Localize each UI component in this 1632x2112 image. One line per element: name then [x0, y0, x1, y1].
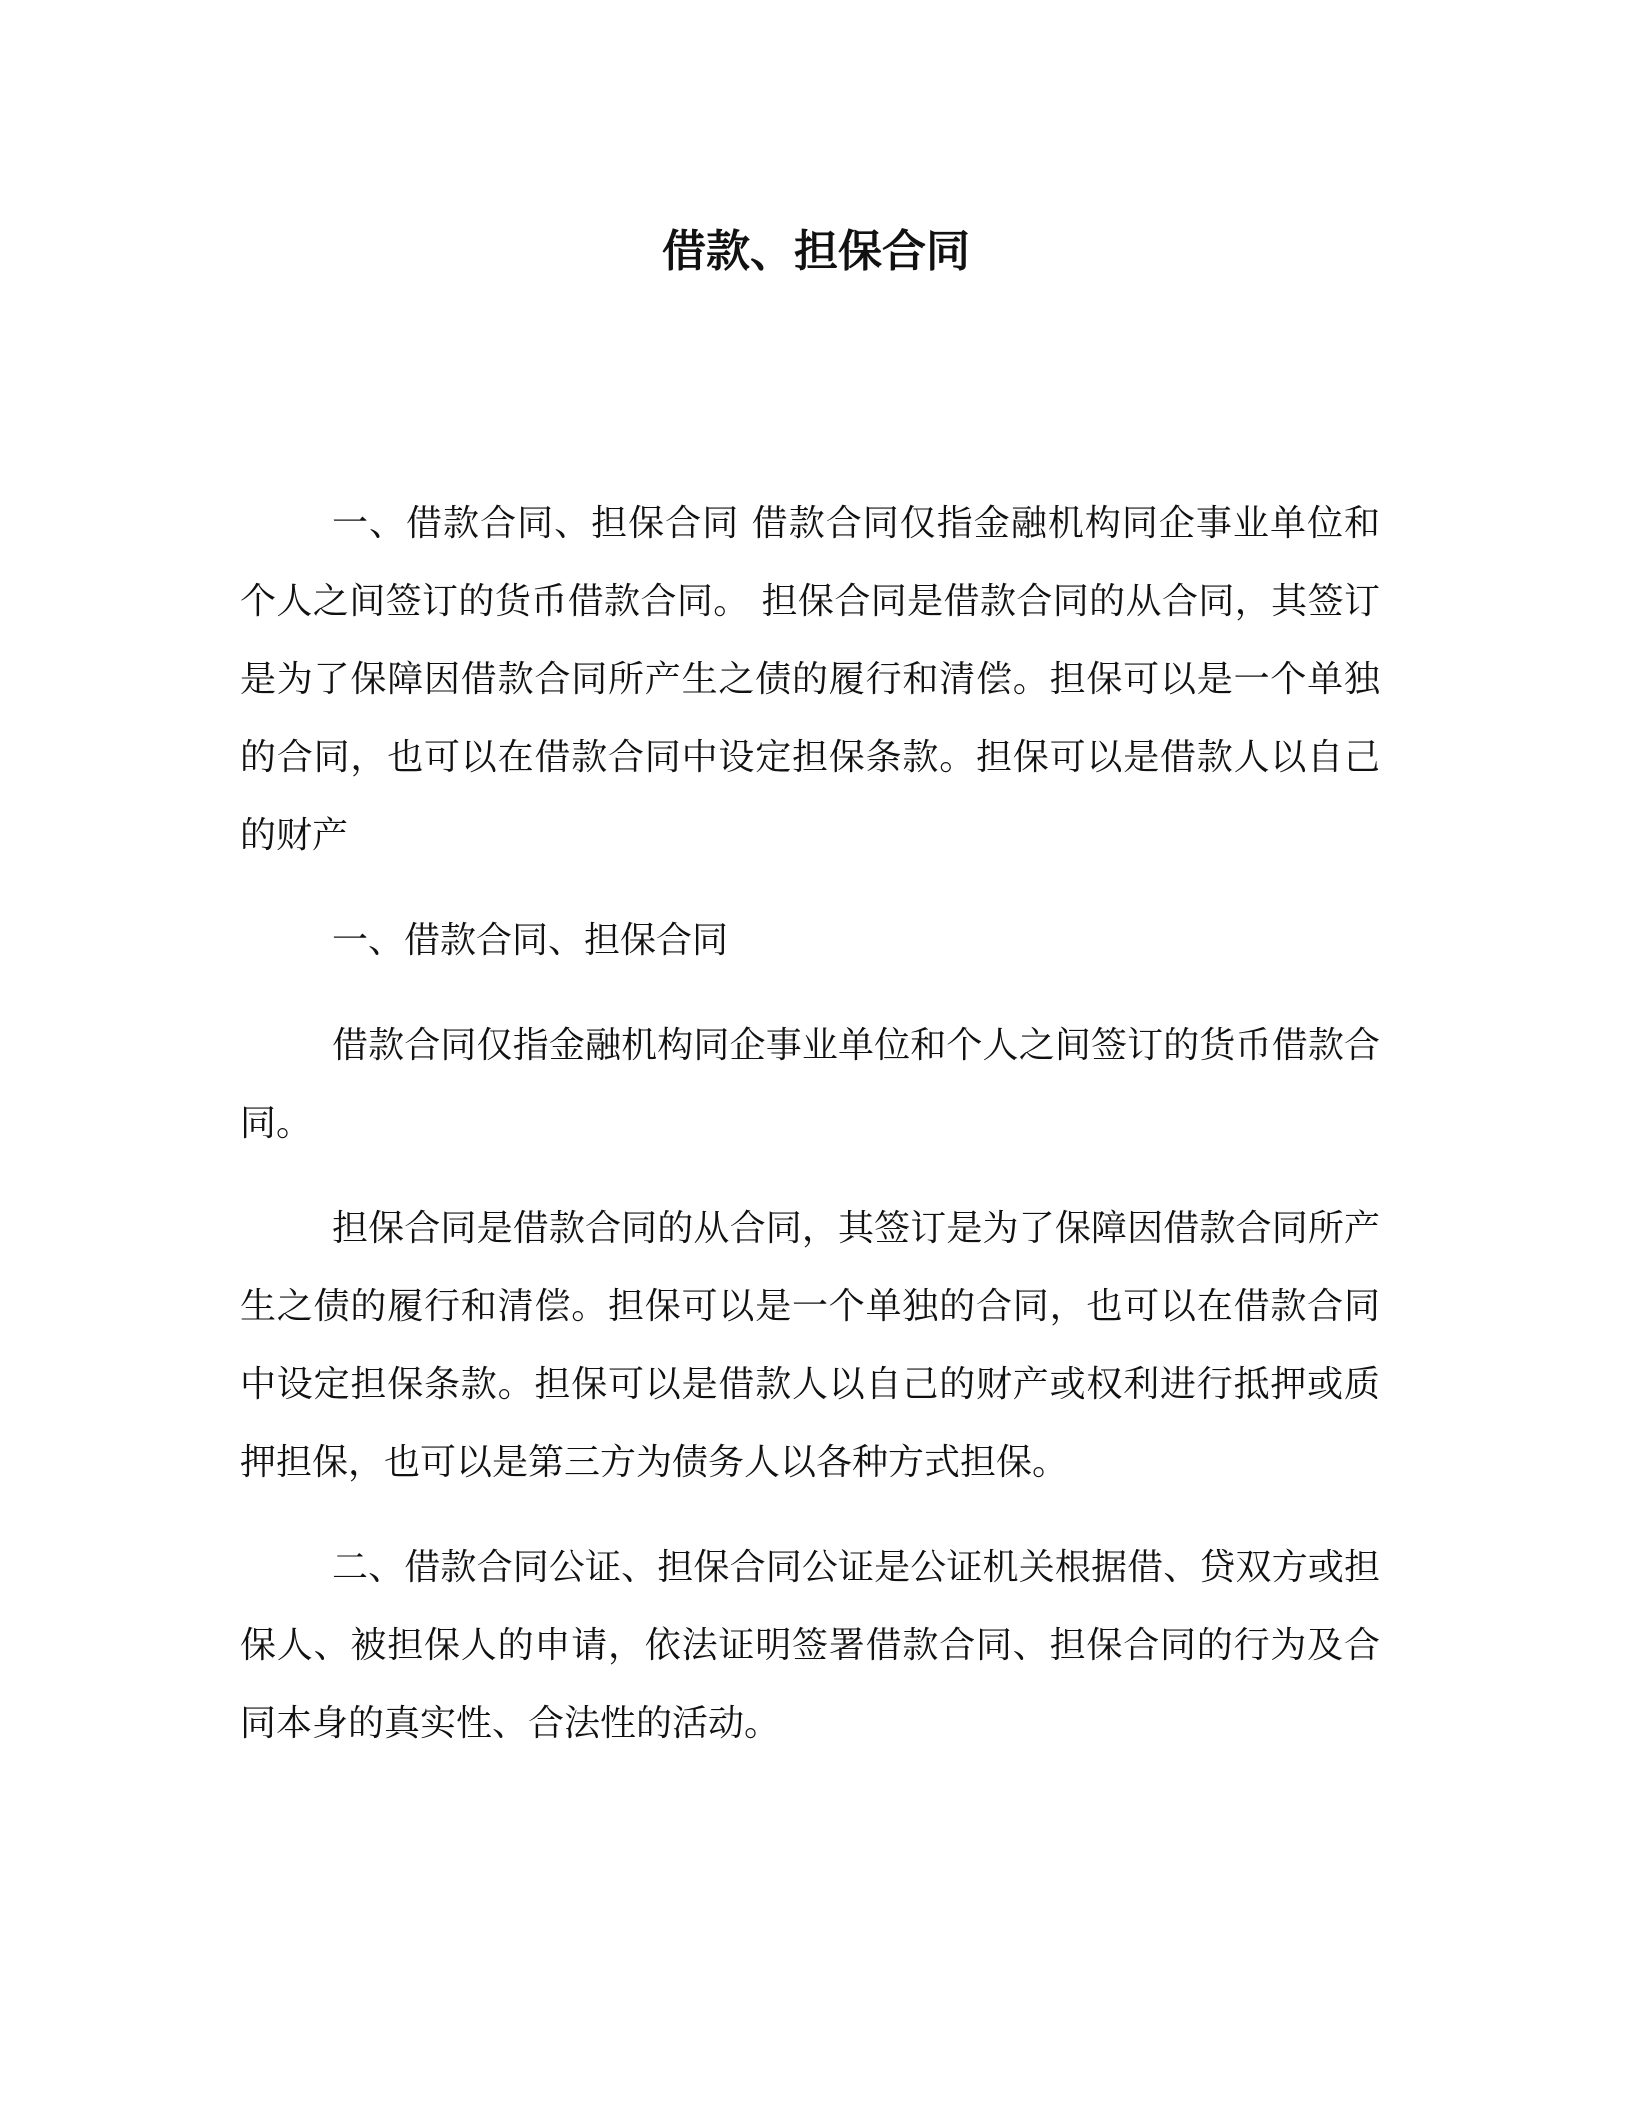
document-title: 借款、担保合同	[662, 226, 970, 277]
paragraph-notarization: 二、借款合同公证、担保合同公证是公证机关根据借、贷双方或担保人、被担保人的申请，依法证明签署借款合同、担保合同的行为及合同本身的真实性、合法性的活动。	[240, 1547, 1380, 1744]
paragraph-loan-contract: 借款合同仅指金融机构同企事业单位和个人之间签订的货币借款合同。	[240, 1025, 1380, 1144]
document-body	[240, 485, 1380, 1790]
paragraph-section-heading: 一、借款合同、担保合同	[332, 920, 729, 961]
paragraph-intro: 一、借款合同、担保合同 借款合同仅指金融机构同企事业单位和个人之间签订的货币借款合同。 担保合同是借款合同的从合同，其签订是为了保障因借款合同所产生之债的履行和清偿。担保可以是一个单独的合同，也可以在借款合同中设定担保条款。担保可以是借款人以自己的财产	[240, 503, 1380, 856]
paragraph-guarantee-contract: 担保合同是借款合同的从合同，其签订是为了保障因借款合同所产生之债的履行和清偿。担保可以是一个单独的合同，也可以在借款合同中设定担保条款。担保可以是借款人以自己的财产或权利进行抵押或质押担保，也可以是第三方为债务人以各种方式担保。	[240, 1208, 1380, 1483]
